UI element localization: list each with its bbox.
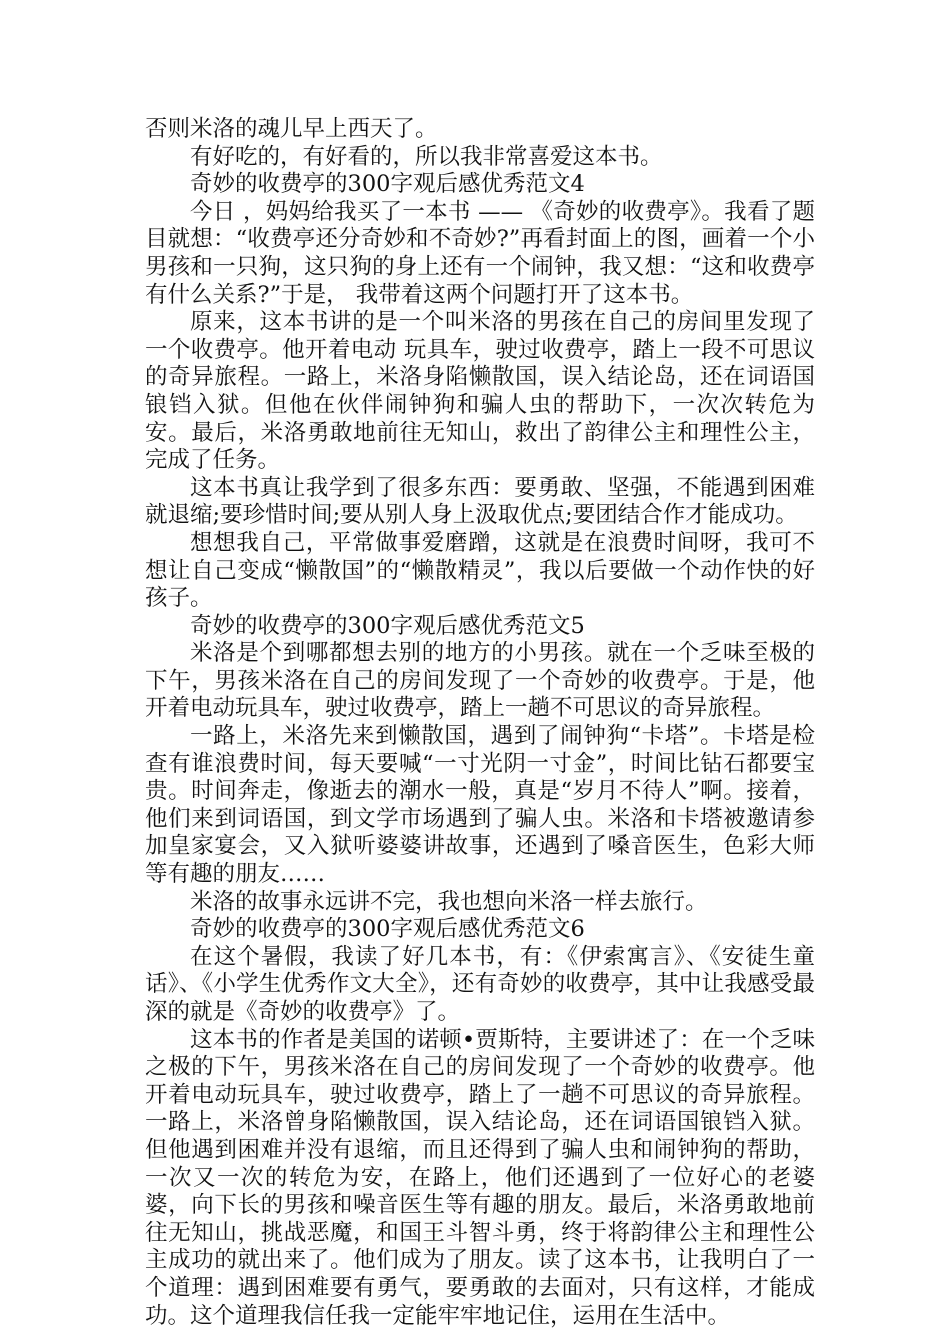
section-heading-6: 奇妙的收费亭的300字观后感优秀范文6 <box>190 916 585 943</box>
paragraph: 米洛是个到哪都想去别的地方的小男孩。就在一个乏味至极的下午，男孩米洛在自己的房间发现了一个奇妙的收费亭。于是，他开着电动玩具车，驶过收费亭，踏上一趟不可思议的奇异旅程。 <box>145 640 815 722</box>
paragraph: 在这个暑假，我读了好几本书，有：《伊索寓言》、《安徒生童话》、《小学生优秀作文大全》，还有奇妙的收费亭，其中让我感受最深的就是《奇妙的收费亭》了。 <box>145 943 815 1025</box>
paragraph: 这本书的作者是美国的诺顿•贾斯特，主要讲述了：在一个乏味之极的下午，男孩米洛在自己的房间发现了一个奇妙的收费亭。他开着电动玩具车，驶过收费亭，踏上了一趟不可思议的奇异旅程。一路上，米洛曾身陷懒散国，误入结论岛，还在词语国锒铛入狱。但他遇到困难并没有退缩，而且还得到了骗人虫和闹钟狗的帮助，一次又一次的转危为安，在路上，他们还遇到了一位好心的老婆婆，向下长的男孩和噪音医生等有趣的朋友。最后，米洛勇敢地前往无知山，挑战恶魔，和国王斗智斗勇，终于将韵律公主和理性公主成功的就出来了。他们成为了朋友。读了这本书，让我明白了一个道理：遇到困难要有勇气，要勇敢的去面对，只有这样，才能成功。这个道理我信任我一定能牢牢地记住，运用在生活中。 <box>145 1026 815 1329</box>
paragraph: 米洛的故事永远讲不完，我也想向米洛一样去旅行。 <box>190 888 708 915</box>
paragraph: 一路上，米洛先来到懒散国，遇到了闹钟狗“卡塔”。卡塔是检查有谁浪费时间，每天要喊“一寸光阴一寸金”，时间比钻石都要宝贵。时间奔走，像逝去的潮水一般，真是“岁月不待人”啊。接着，他们来到词语国，到文学市场遇到了骗人虫。米洛和卡塔被邀请参加皇家宴会，又入狱听婆婆讲故事，还遇到了嗓音医生，色彩大师等有趣的朋友…… <box>145 723 815 888</box>
paragraph: 想想我自己，平常做事爱磨蹭，这就是在浪费时间呀，我可不想让自己变成“懒散国”的“懒散精灵”，我以后要做一个动作快的好孩子。 <box>145 529 815 612</box>
paragraph: 这本书真让我学到了很多东西：要勇敢、坚强，不能遇到困难就退缩;要珍惜时间;要从别人身上汲取优点;要团结合作才能成功。 <box>145 474 815 529</box>
section-heading-4: 奇妙的收费亭的300字观后感优秀范文4 <box>190 171 585 198</box>
paragraph: 今日 ，妈妈给我买了一本书 —— 《奇妙的收费亭》。我看了题目就想：“收费亭还分奇妙和不奇妙?”再看封面上的图，画着一个小男孩和一只狗，这只狗的身上还有一个闹钟，我又想：“这和收费亭有什么关系?”于是， 我带着这两个问题打开了这本书。 <box>145 198 815 308</box>
document-body <box>145 116 815 1330</box>
paragraph: 原来，这本书讲的是一个叫米洛的男孩在自己的房间里发现了一个收费亭。他开着电动 玩具车，驶过收费亭，踏上一段不可思议的奇异旅程。一路上，米洛身陷懒散国，误入结论岛，还在词语国锒铛入狱。但他在伙伴闹钟狗和骗人虫的帮助下，一次次转危为安。最后，米洛勇敢地前往无知山，救出了韵律公主和理性公主，完成了任务。 <box>145 309 815 474</box>
section-heading-5: 奇妙的收费亭的300字观后感优秀范文5 <box>190 612 585 639</box>
paragraph: 有好吃的，有好看的，所以我非常喜爱这本书。 <box>190 143 663 170</box>
paragraph-continuation: 否则米洛的魂儿早上西天了。 <box>145 116 438 142</box>
